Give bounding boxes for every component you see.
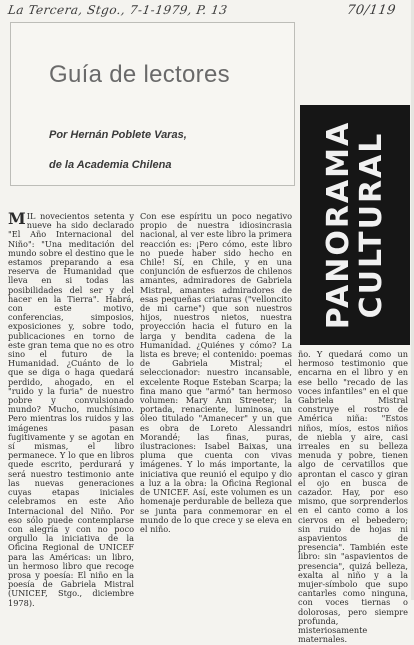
column-1-body: IL novecientos setenta y nueve ha sido declarado "El Año Internacional del Niño": "Una meditación del mundo sobre el destino que le estamos preparando a esa reserva de Humanidad que lleva en si todas las posibilidades del ser y del hacer en la Tierra". Habrá, con este motivo, conferencias, simposios, exposiciones y, sobre todo, publicaciones en torno de este gran tema que no es otro sino el futuro de la Humanidad. ¿Cuánto de lo que se diga o haga quedará perdido, ahogado, en el "ruido y la furia" de nuestro pobre y convulsionado mundo? Mucho, muchísimo. Pero mientras los ruidos y las imágenes pasan fugitivamente y se agotan en sí mismas, el libro permanece. Y lo que en libros quede escrito, perdurará y será nuestro testimonio ante las nuevas generaciones cuyas etapas iniciales celebramos en este Año Internacional del Niño. Por eso sólo puede contemplarse con alegría y con no poco orgullo la iniciativa de la Oficina Regional de UNICEF para las Américas: un libro, un hermoso libro que recoge prosa y poesía: El niño en la poesía de Gabriela Mistral (UNICEF, Stgo., diciembre 1978). (8, 211, 134, 608)
article-column-2 (140, 212, 292, 534)
article-title: Guía de lectores (49, 61, 230, 88)
article-column-1 (8, 209, 134, 608)
column-2-body: Con ese espíritu un poco negativo propio de nuestra idiosincrasia nacional, al ver este libro la primera reacción es: ¡Pero cómo, este libro no puede haber sido hecho en Chile! Sí, en Chile, y en una conjunción de esfuerzos de chilenos amantes, admiradores de Gabriela Mistral, amantes admiradores de esas pequeñas criaturas ("velloncito de mi carne") que son nuestros hijos, nuestros nietos, nuestra proyección hacia el futuro en la larga y bendita cadena de la Humanidad. ¿Quiénes y cómo? La lista es breve; el contenido: poemas de Gabriela Mistral; el seleccionador: nuestro incansable, excelente Roque Esteban Scarpa; la fina mano que "armó" tan hermoso volumen: Mary Ann Streeter; la portada, renaciente, luminosa, un óleo titulado "Amanecer" y un que es obra de Loreto Alessandri Morandé; las finas, puras, ilustraciones: Isabel Baixas, una pluma que cuenta con vivas imágenes. Y lo más importante, la iniciativa que reunió el equipo y dio a luz a la obra: la Oficina Regional de UNICEF. Así, este volumen es un homenaje perdurable de belleza que se junta para conmemorar en el mundo de lo que crece y se eleva en el niño. (140, 211, 292, 534)
byline-affiliation: de la Academia Chilena (49, 159, 172, 171)
section-name-line-2: CULTURAL (354, 131, 389, 319)
article-column-3 (298, 350, 408, 645)
section-banner-text (322, 121, 388, 329)
byline-author: Por Hernán Poblete Varas, (49, 129, 187, 141)
section-name-line-1: PANORAMA (321, 120, 356, 330)
headline-box (10, 22, 295, 186)
column-3-body: ño. Y quedará como un hermoso testimonio que encarna en el libro y en ese bello "recado de las voces infantiles" en el que Gabriela Mistral construye el rostro de América niña: "Estos niños, míos, estos niños de niebla y aire, casi irreales en su belleza menuda y pobre, tienen algo de cervatillos que aprontan el casco y giran el ojo en busca de cazador. Hay, por eso mismo, que sorprenderlos en el canto como a los ciervos en el bebedero; sin ruido de hojas ni aspavientos de presencia". También este libro: sin "aspavientos de presencia", quizá belleza, exalta al niño y a la mujer-símbolo que supo cantarles como ninguna, con voces tiernas o dolorosas, pero siempre profunda, misteriosamente maternales. (298, 349, 408, 645)
section-banner (300, 105, 410, 345)
column-1-text (8, 209, 134, 608)
handwritten-archive-number: 70/119 (346, 3, 398, 18)
handwritten-source-note: La Tercera, Stgo., 7-1-1979, P. 13 (7, 3, 229, 17)
drop-cap: M (8, 209, 26, 228)
